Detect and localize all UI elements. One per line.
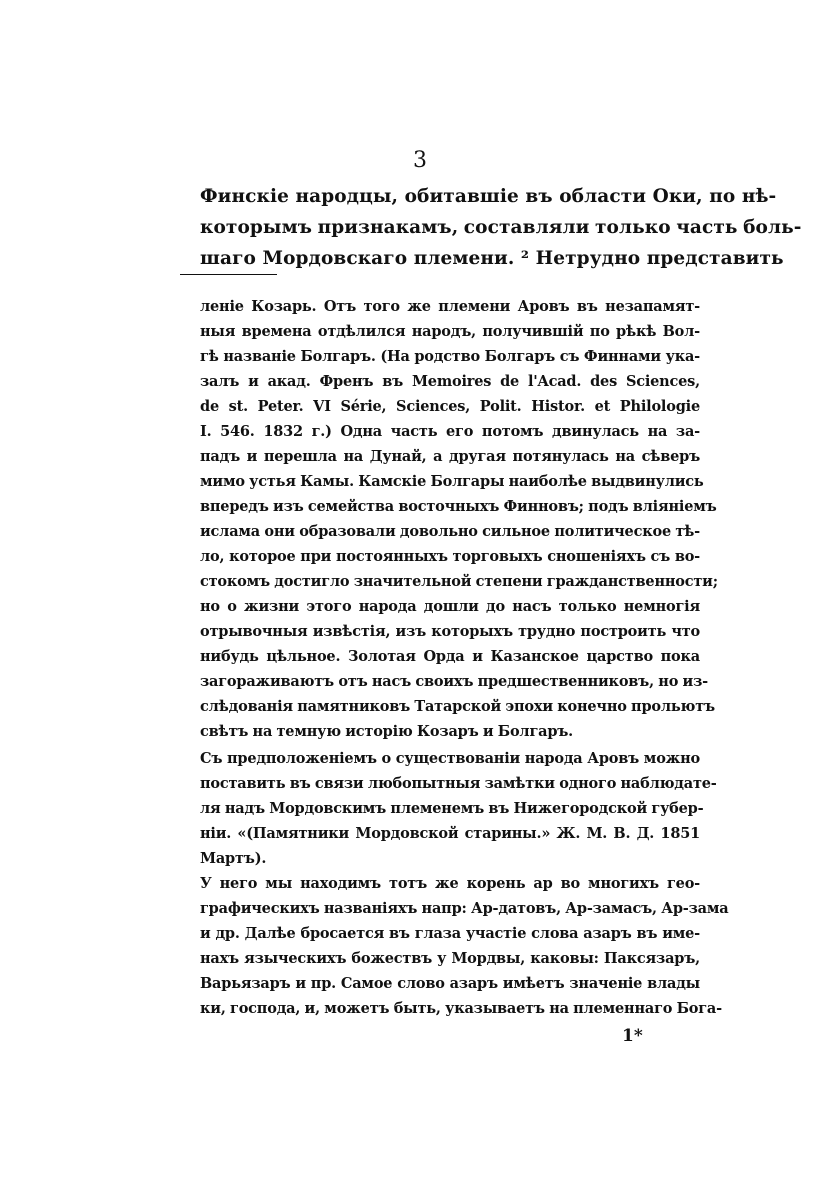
footnote-line: падъ и перешла на Дунай, а другая потянулась на сѣверъ bbox=[200, 448, 700, 465]
footnote-line: леніе Козарь. Отъ того же племени Аровъ въ незапамят- bbox=[200, 298, 700, 315]
footnote-separator bbox=[180, 274, 277, 275]
footnote-line: Мартъ). bbox=[200, 850, 267, 867]
footnote-line: У него мы находимъ тотъ же корень ар во многихъ гео- bbox=[200, 875, 700, 892]
footnote-line: поставить въ связи любопытныя замѣтки одного наблюдате- bbox=[200, 775, 717, 792]
main-text bbox=[200, 181, 802, 274]
footnote-line: графическихъ названіяхъ напр: Ар-датовъ, Ар-замасъ, Ар-зама bbox=[200, 900, 729, 917]
footnote-line: ло, которое при постоянныхъ торговыхъ сношеніяхъ съ во- bbox=[200, 548, 700, 565]
footnote-line: отрывочныя извѣстія, изъ которыхъ трудно построить что bbox=[200, 623, 700, 640]
footnote-line: ислама они образовали довольно сильное политическое тѣ- bbox=[200, 523, 700, 540]
footnote-paragraph bbox=[200, 746, 717, 871]
footnote-line: но о жизни этого народа дошли до насъ только немногія bbox=[200, 598, 700, 615]
footnote-line: ля надъ Мордовскимъ племенемъ въ Нижегородской губер- bbox=[200, 800, 704, 817]
main-text-line: Финскіе народцы, обитавшіе въ области Оки, по нѣ- bbox=[200, 186, 777, 207]
page-number: 3 bbox=[413, 148, 427, 173]
footnote-line: ніи. «(Памятники Мордовской старины.» Ж. М. В. Д. 1851 bbox=[200, 825, 700, 842]
footnote-line: загораживаютъ отъ насъ своихъ предшественниковъ, но из- bbox=[200, 673, 708, 690]
footnote-line: стокомъ достигло значительной степени гражданственности; bbox=[200, 573, 718, 590]
footnote-line: de st. Peter. VI Série, Sciences, Polit. Histor. et Philologie bbox=[200, 398, 700, 415]
footnote-line: мимо устья Камы. Камскіе Болгары наиболѣе выдвинулись bbox=[200, 473, 704, 490]
main-text-line: шаго Мордовскаго племени. ² Нетрудно представить bbox=[200, 248, 784, 269]
footnote-line: Варьязаръ и пр. Самое слово азаръ имѣетъ значеніе влады bbox=[200, 975, 700, 992]
footnote-paragraph bbox=[200, 871, 729, 1021]
footnote-line: впередъ изъ семейства восточныхъ Финновъ; подъ вліяніемъ bbox=[200, 498, 717, 515]
main-text-line: которымъ признакамъ, составляли только часть боль- bbox=[200, 217, 802, 238]
footnote-line: и др. Далѣе бросается въ глаза участіе слова азаръ въ име- bbox=[200, 925, 700, 942]
footnote-line: ки, господа, и, можетъ быть, указываетъ на племеннаго Бога- bbox=[200, 1000, 722, 1017]
footnote-line: ныя времена отдѣлился народъ, получившій по рѣкѣ Вол- bbox=[200, 323, 700, 340]
footnote-line: свѣтъ на темную исторію Козаръ и Болгаръ. bbox=[200, 723, 574, 740]
footnote-line: нибудь цѣльное. Золотая Орда и Казанское царство пока bbox=[200, 648, 700, 665]
footnote-line: залъ и акад. Френъ въ Memoires de l'Acad. des Sciences, bbox=[200, 373, 700, 390]
signature-mark: 1* bbox=[622, 1026, 643, 1046]
footnote-line: нахъ языческихъ божествъ у Мордвы, каковы: Паксязаръ, bbox=[200, 950, 700, 967]
footnote-continuation bbox=[200, 294, 718, 744]
footnote-line: I. 546. 1832 г.) Одна часть его потомъ двинулась на за- bbox=[200, 423, 700, 440]
footnote-line: Съ предположеніемъ о существованіи народа Аровъ можно bbox=[200, 750, 700, 767]
footnote-line: гѣ названіе Болгаръ. (На родство Болгаръ съ Финнами ука- bbox=[200, 348, 700, 365]
footnote-line: слѣдованія памятниковъ Татарской эпохи конечно прольютъ bbox=[200, 698, 715, 715]
